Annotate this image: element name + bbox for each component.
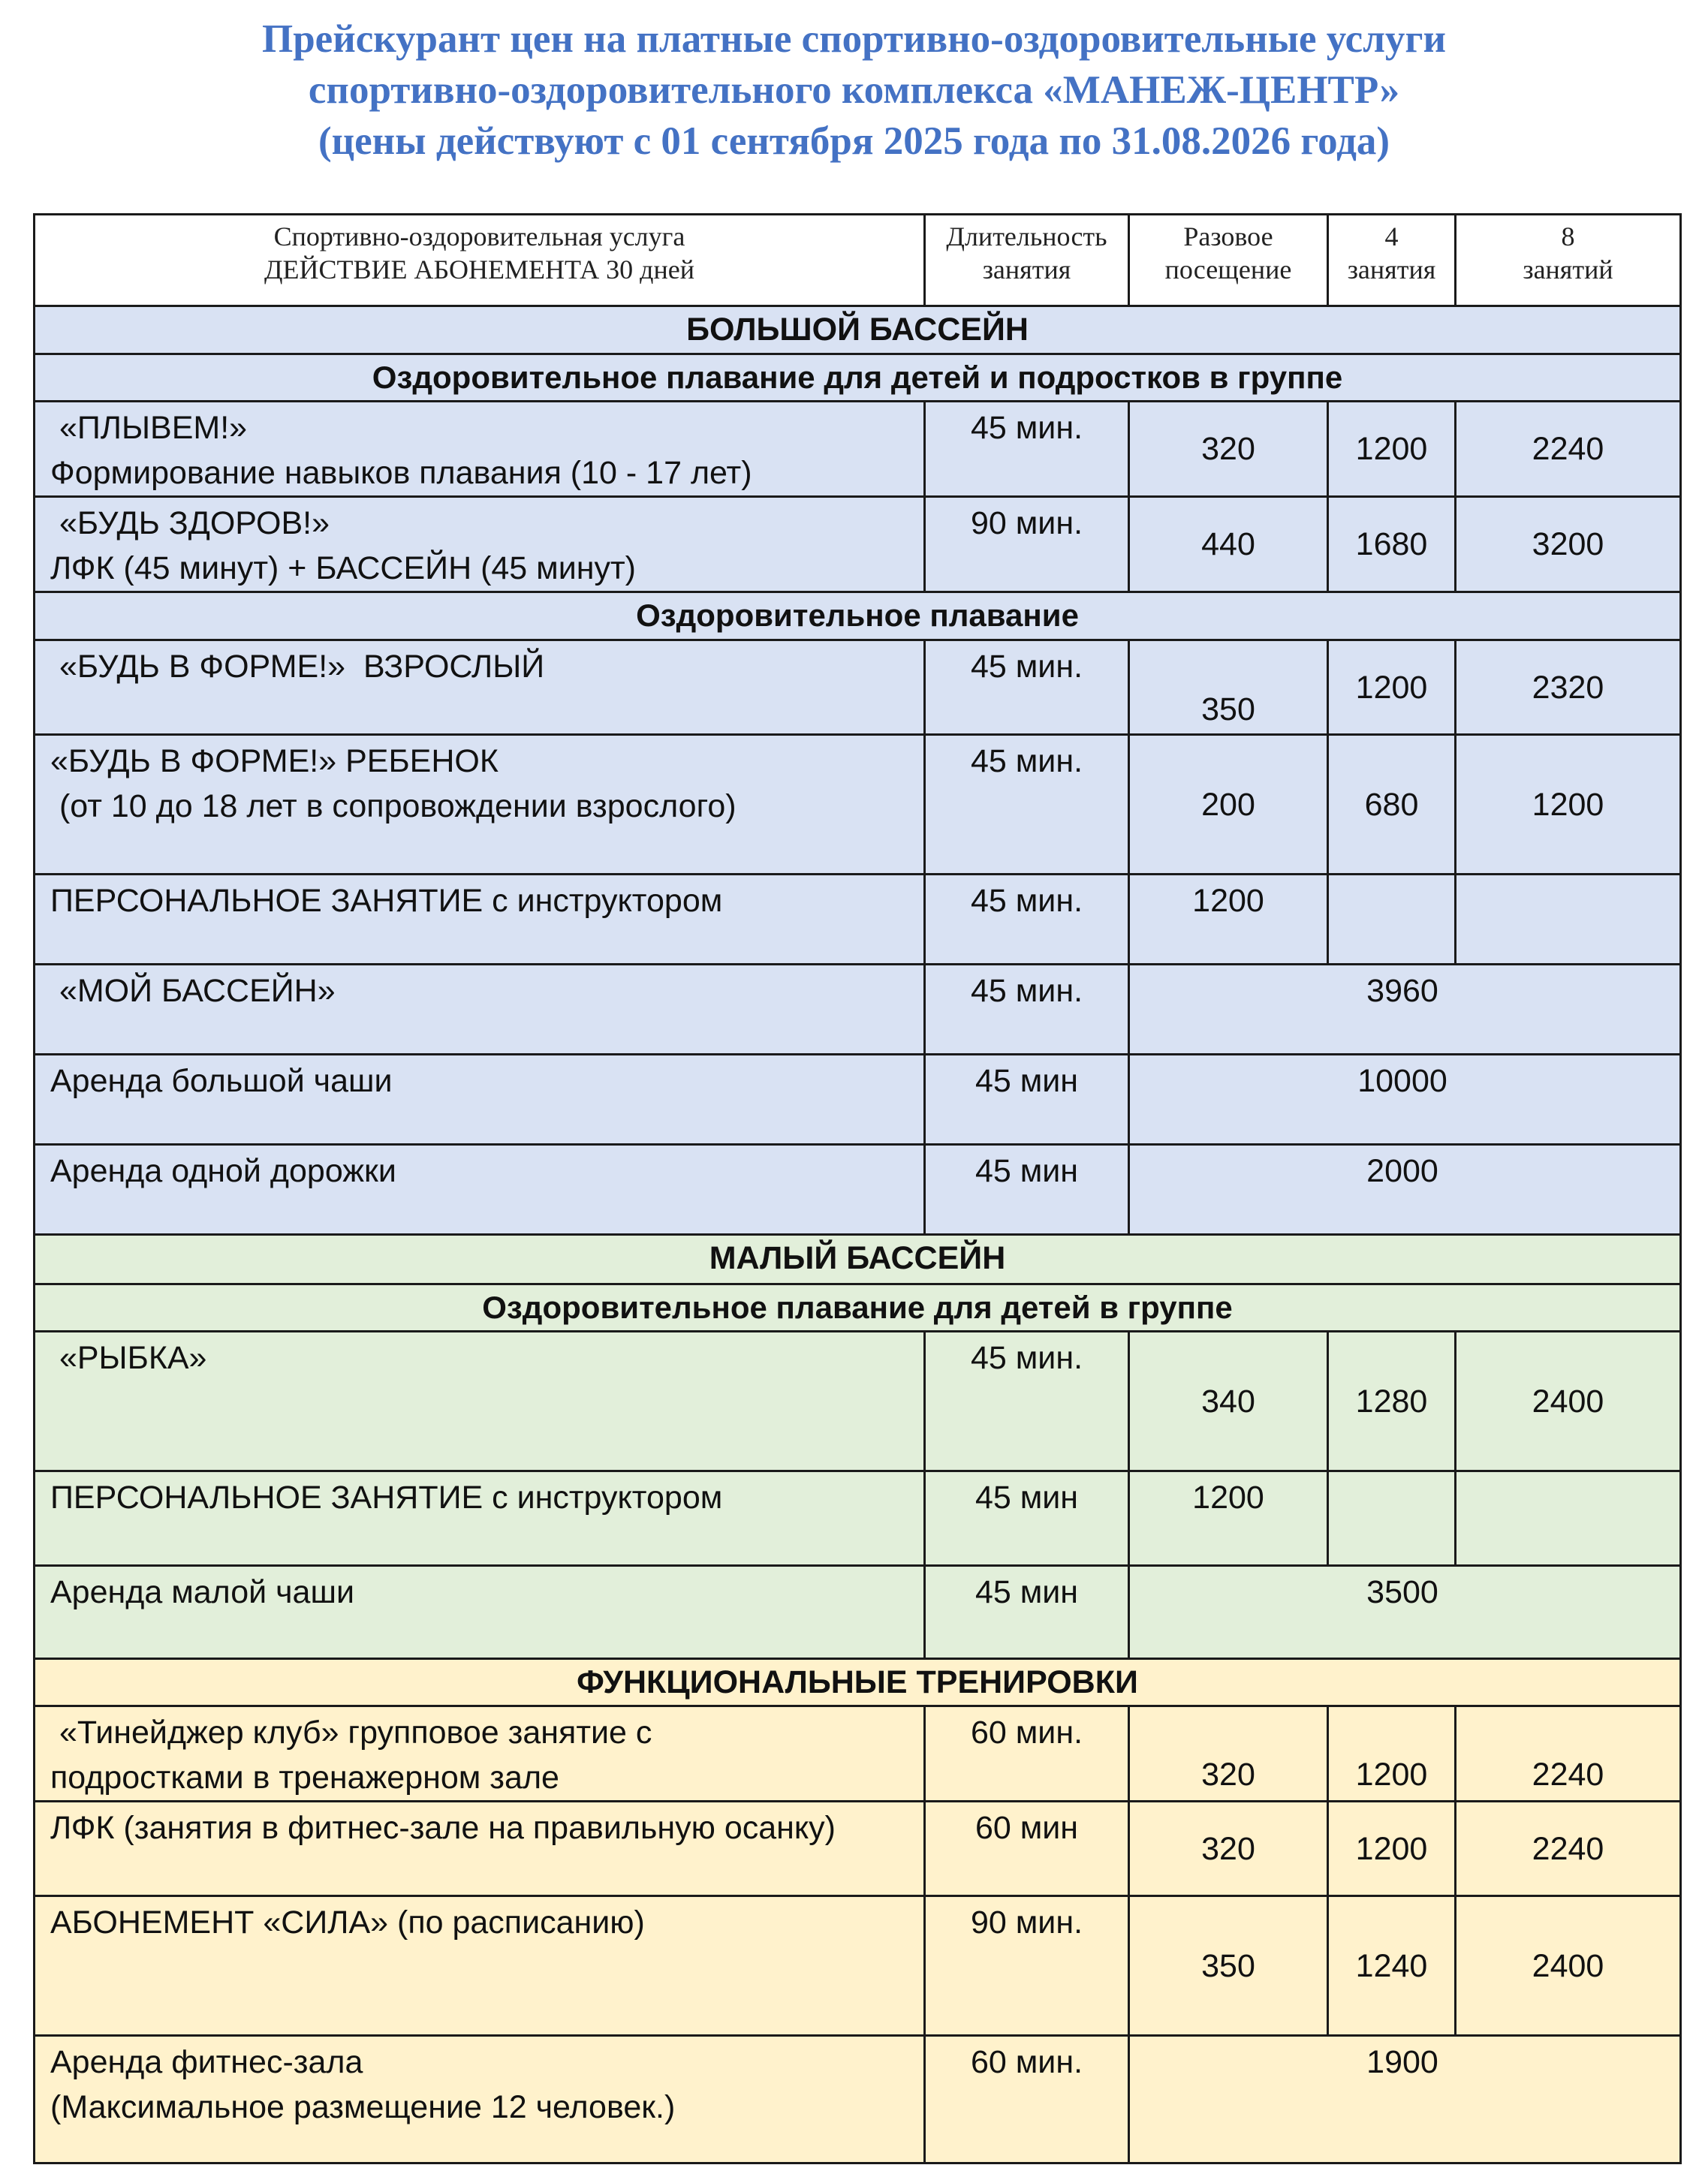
price-single: 1200 bbox=[1129, 1471, 1328, 1566]
duration: 45 мин. bbox=[925, 875, 1129, 965]
service-name: «БУДЬ В ФОРМЕ!» РЕБЕНОК (от 10 до 18 лет в сопровождении взрослого) bbox=[35, 735, 925, 875]
price-subscription: 3960 bbox=[1129, 965, 1681, 1055]
section-title: БОЛЬШОЙ БАССЕЙН bbox=[35, 306, 1681, 354]
table-row bbox=[35, 1145, 1681, 1235]
section-small-pool bbox=[35, 1235, 1681, 1284]
service-name: Аренда фитнес-зала (Максимальное размещение 12 человек.) bbox=[35, 2036, 925, 2163]
service-name: «РЫБКА» bbox=[35, 1332, 925, 1471]
price-four-empty bbox=[1328, 875, 1456, 965]
price-four: 680 bbox=[1328, 735, 1456, 875]
duration: 45 мин bbox=[925, 1145, 1129, 1235]
table-row bbox=[35, 1471, 1681, 1566]
duration: 45 мин. bbox=[925, 1332, 1129, 1471]
table-row bbox=[35, 1896, 1681, 2036]
price-eight-empty bbox=[1456, 1471, 1681, 1566]
duration: 60 мин bbox=[925, 1802, 1129, 1896]
header-duration: Длительность занятия bbox=[925, 215, 1129, 306]
header-four: 4 занятия bbox=[1328, 215, 1456, 306]
price-single: 440 bbox=[1129, 497, 1328, 592]
title-line-3: (цены действуют с 01 сентября 2025 года по 31.08.2026 года) bbox=[318, 119, 1390, 163]
table-row bbox=[35, 875, 1681, 965]
price-four: 1240 bbox=[1328, 1896, 1456, 2036]
table-row bbox=[35, 402, 1681, 497]
service-name: Аренда малой чаши bbox=[35, 1566, 925, 1659]
service-name: АБОНЕМЕНТ «СИЛА» (по расписанию) bbox=[35, 1896, 925, 2036]
service-name: «Тинейджер клуб» групповое занятие с подростками в тренажерном зале bbox=[35, 1706, 925, 1802]
header-service: Спортивно-оздоровительная услуга ДЕЙСТВИЕ АБОНЕМЕНТА 30 дней bbox=[35, 215, 925, 306]
duration: 45 мин. bbox=[925, 402, 1129, 497]
subsection-kids bbox=[35, 1284, 1681, 1332]
price-four-empty bbox=[1328, 1471, 1456, 1566]
price-four: 1200 bbox=[1328, 402, 1456, 497]
table-row bbox=[35, 1055, 1681, 1145]
price-four: 1280 bbox=[1328, 1332, 1456, 1471]
price-eight: 2240 bbox=[1456, 402, 1681, 497]
price-rent: 3500 bbox=[1129, 1566, 1681, 1659]
price-rent: 1900 bbox=[1129, 2036, 1681, 2163]
service-name: «МОЙ БАССЕЙН» bbox=[35, 965, 925, 1055]
subsection-kids-teens bbox=[35, 354, 1681, 402]
title-line-1: Прейскурант цен на платные спортивно-оздоровительные услуги bbox=[261, 17, 1447, 61]
price-table bbox=[33, 213, 1682, 2164]
subsection-health-swim bbox=[35, 592, 1681, 640]
table-row bbox=[35, 1706, 1681, 1802]
price-four: 1680 bbox=[1328, 497, 1456, 592]
duration: 45 мин. bbox=[925, 735, 1129, 875]
price-single: 350 bbox=[1129, 1896, 1328, 2036]
service-name: ЛФК (занятия в фитнес-зале на правильную осанку) bbox=[35, 1802, 925, 1896]
table-row bbox=[35, 497, 1681, 592]
service-name: ПЕРСОНАЛЬНОЕ ЗАНЯТИЕ с инструктором bbox=[35, 875, 925, 965]
price-four: 1200 bbox=[1328, 1706, 1456, 1802]
title-line-2: спортивно-оздоровительного комплекса «МАНЕЖ-ЦЕНТР» bbox=[308, 68, 1400, 112]
duration: 90 мин. bbox=[925, 497, 1129, 592]
duration: 45 мин. bbox=[925, 640, 1129, 735]
service-name: ПЕРСОНАЛЬНОЕ ЗАНЯТИЕ с инструктором bbox=[35, 1471, 925, 1566]
price-single: 320 bbox=[1129, 402, 1328, 497]
service-name: Аренда одной дорожки bbox=[35, 1145, 925, 1235]
table-row bbox=[35, 735, 1681, 875]
subsection-title: Оздоровительное плавание для детей и подростков в группе bbox=[35, 354, 1681, 402]
table-row bbox=[35, 2036, 1681, 2163]
price-single: 1200 bbox=[1129, 875, 1328, 965]
price-eight: 2240 bbox=[1456, 1802, 1681, 1896]
section-big-pool bbox=[35, 306, 1681, 354]
price-eight-empty bbox=[1456, 875, 1681, 965]
service-name: «БУДЬ В ФОРМЕ!» ВЗРОСЛЫЙ bbox=[35, 640, 925, 735]
price-four: 1200 bbox=[1328, 640, 1456, 735]
duration: 45 мин bbox=[925, 1055, 1129, 1145]
price-eight: 2240 bbox=[1456, 1706, 1681, 1802]
page-title bbox=[0, 14, 1708, 167]
subsection-title: Оздоровительное плавание для детей в группе bbox=[35, 1284, 1681, 1332]
price-single: 350 bbox=[1129, 640, 1328, 735]
duration: 60 мин. bbox=[925, 1706, 1129, 1802]
section-title: МАЛЫЙ БАССЕЙН bbox=[35, 1235, 1681, 1284]
price-single: 320 bbox=[1129, 1706, 1328, 1802]
price-eight: 2400 bbox=[1456, 1896, 1681, 2036]
duration: 45 мин. bbox=[925, 965, 1129, 1055]
price-rent: 10000 bbox=[1129, 1055, 1681, 1145]
price-single: 200 bbox=[1129, 735, 1328, 875]
price-single: 320 bbox=[1129, 1802, 1328, 1896]
price-single: 340 bbox=[1129, 1332, 1328, 1471]
table-row bbox=[35, 1802, 1681, 1896]
price-four: 1200 bbox=[1328, 1802, 1456, 1896]
table-row bbox=[35, 1332, 1681, 1471]
table-header-row bbox=[35, 215, 1681, 306]
service-name: Аренда большой чаши bbox=[35, 1055, 925, 1145]
duration: 90 мин. bbox=[925, 1896, 1129, 2036]
service-name: «ПЛЫВЕМ!» Формирование навыков плавания (10 - 17 лет) bbox=[35, 402, 925, 497]
price-rent: 2000 bbox=[1129, 1145, 1681, 1235]
price-eight: 2320 bbox=[1456, 640, 1681, 735]
section-functional bbox=[35, 1659, 1681, 1706]
service-name: «БУДЬ ЗДОРОВ!» ЛФК (45 минут) + БАССЕЙН (45 минут) bbox=[35, 497, 925, 592]
price-eight: 3200 bbox=[1456, 497, 1681, 592]
price-eight: 1200 bbox=[1456, 735, 1681, 875]
subsection-title: Оздоровительное плавание bbox=[35, 592, 1681, 640]
header-single: Разовое посещение bbox=[1129, 215, 1328, 306]
duration: 45 мин bbox=[925, 1566, 1129, 1659]
table-row bbox=[35, 640, 1681, 735]
table-row bbox=[35, 965, 1681, 1055]
section-title: ФУНКЦИОНАЛЬНЫЕ ТРЕНИРОВКИ bbox=[35, 1659, 1681, 1706]
price-eight: 2400 bbox=[1456, 1332, 1681, 1471]
duration: 60 мин. bbox=[925, 2036, 1129, 2163]
table-row bbox=[35, 1566, 1681, 1659]
duration: 45 мин bbox=[925, 1471, 1129, 1566]
header-eight: 8 занятий bbox=[1456, 215, 1681, 306]
